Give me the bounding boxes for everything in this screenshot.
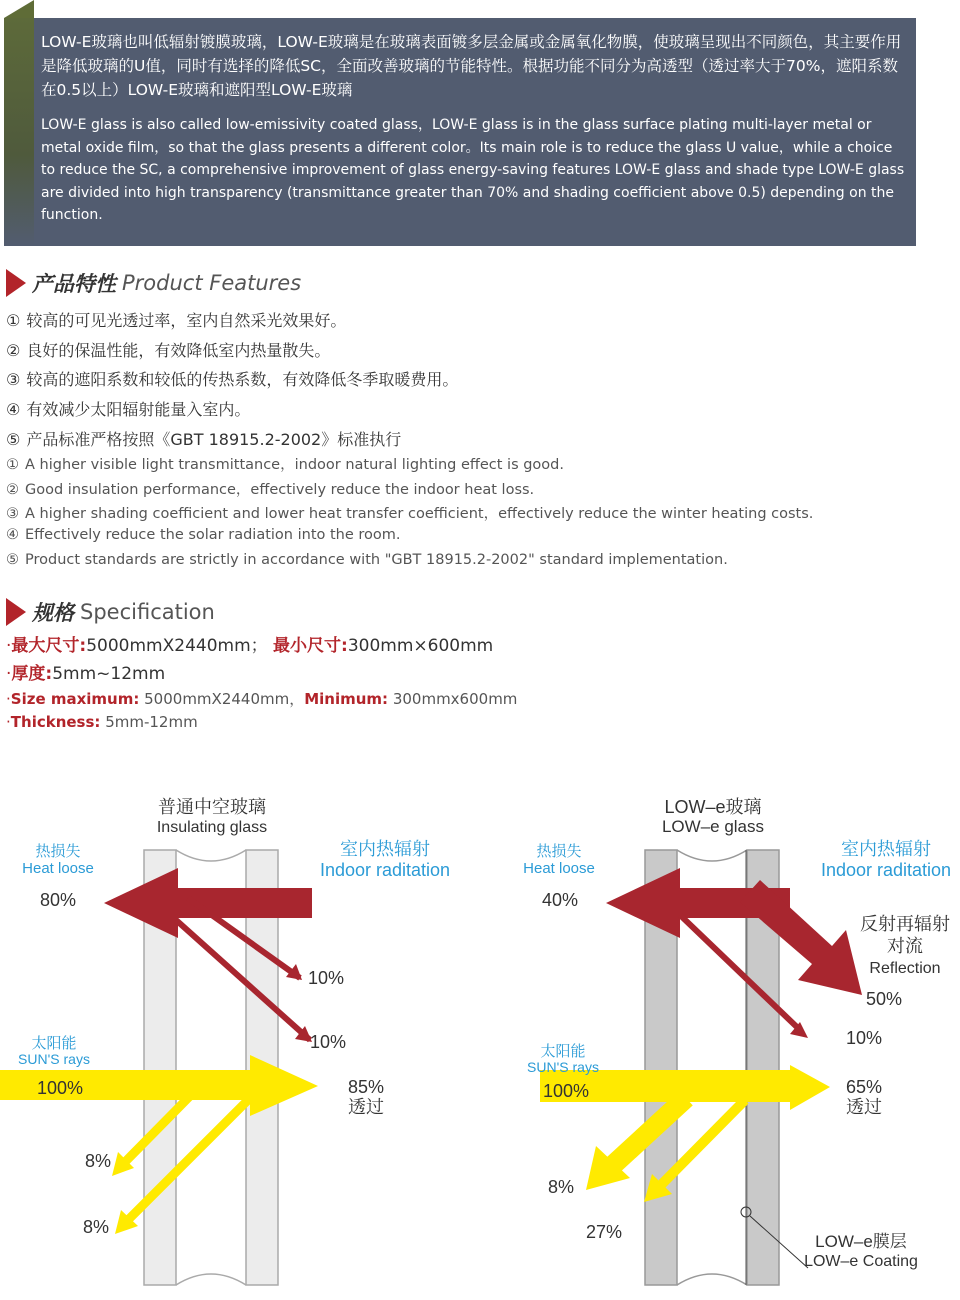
- insulating-glass-diagram: [0, 797, 450, 1285]
- glass-comparison-diagram: [0, 780, 960, 1300]
- right-sun-zh: 太阳能: [540, 1043, 586, 1060]
- feature-en-2: ② Good insulation performance，effectively reduce the indoor heat loss.: [6, 482, 535, 498]
- left-r1-pct: 10%: [308, 968, 345, 988]
- right-indoor-zh: 室内热辐射: [841, 839, 931, 859]
- right-r-pct: 10%: [845, 1028, 883, 1048]
- right-heat-en: Heat loose: [523, 860, 595, 877]
- left-title-en: Insulating glass: [156, 819, 268, 836]
- right-title-zh: LOW–e玻璃: [664, 797, 762, 817]
- feature-zh-5: ⑤ 产品标准严格按照《GBT 18915.2-2002》标准执行: [6, 430, 402, 449]
- features-title-zh: 产品特性: [32, 272, 116, 296]
- spec-heading: [6, 597, 215, 627]
- feature-zh-1: ① 较高的可见光透过率，室内自然采光效果好。: [6, 311, 347, 330]
- left-heat-zh: 热损失: [35, 843, 81, 860]
- right-title-en: LOW–e glass: [661, 817, 765, 836]
- right-sun-en: SUN'S rays: [527, 1059, 599, 1075]
- feature-en-3: ③ A higher shading coefficient and lower heat transfer coefficient，effectively reduce the winter heating costs.: [6, 506, 814, 522]
- intro-accent: [4, 18, 34, 246]
- feature-en-5: ⑤ Product standards are strictly in accordance with "GBT 18915.2-2002" standard implementation.: [6, 552, 728, 568]
- spec-thickness-en: ·Thickness: 5mm-12mm: [6, 713, 198, 731]
- feature-zh-4: ④ 有效减少太阳辐射能量入室内。: [6, 400, 251, 419]
- left-sun-zh: 太阳能: [31, 1035, 77, 1052]
- glass-frame-top: [176, 850, 246, 861]
- left-r2-pct: 10%: [310, 1032, 347, 1052]
- spec-title-zh: 规格: [32, 601, 74, 625]
- glass-frame-bottom: [677, 1274, 747, 1285]
- right-coat-zh: LOW–e膜层: [815, 1232, 907, 1251]
- right-sun-pct: 100%: [542, 1081, 590, 1101]
- left-heat-pct: 80%: [39, 890, 77, 910]
- right-refl-zh1: 反射再辐射: [860, 914, 950, 934]
- right-refl-en: Reflection: [869, 960, 941, 977]
- right-indoor-en: Indoor raditation: [820, 860, 952, 880]
- feature-zh-3: ③ 较高的遮阳系数和较低的传热系数，有效降低冬季取暖费用。: [6, 370, 459, 389]
- left-sun-pct: 100%: [36, 1078, 84, 1098]
- left-ref2-pct: 8%: [82, 1217, 110, 1237]
- intro-text-en: LOW-E glass is also called low-emissivity coated glass，LOW-E glass is in the glass surface plating multi-layer metal or metal oxide film，so that the glass presents a different color。Its main role is to reduce the glass U value，while a choice to reduce the SC, a comprehensive improvement of glass energy-saving features LOW-E glass and shade type LOW-E glass are divided into high transparency (transmittance greater than 70% and shading coefficient above 0.5) depending on the function.: [41, 117, 905, 224]
- spec-thickness-zh: ·厚度:5mm~12mm: [6, 664, 166, 684]
- section-arrow-icon: [6, 598, 26, 626]
- left-ref1-pct: 8%: [84, 1151, 112, 1171]
- right-ref1-pct: 8%: [547, 1177, 575, 1197]
- right-ref2-pct: 27%: [585, 1222, 623, 1242]
- left-indoor-en: Indoor raditation: [319, 860, 451, 880]
- right-heat-pct: 40%: [541, 890, 579, 910]
- left-heat-en: Heat loose: [22, 860, 94, 877]
- feature-en-1: ① A higher visible light transmittance，indoor natural lighting effect is good.: [6, 457, 564, 473]
- right-heat-zh: 热损失: [536, 843, 582, 860]
- left-sun-en: SUN'S rays: [18, 1051, 90, 1067]
- features-heading: [6, 268, 301, 298]
- glass-frame-bottom: [176, 1274, 246, 1285]
- left-through-zh: 透过: [348, 1097, 384, 1117]
- right-through-zh: 透过: [846, 1097, 882, 1117]
- spec-size-en: ·Size maximum: 5000mmX2440mm，Minimum: 300mmx600mm: [6, 690, 518, 708]
- right-through-pct: 65%: [845, 1077, 883, 1097]
- heat-loss-arrow: [104, 868, 312, 938]
- section-arrow-icon: [6, 269, 26, 297]
- lowe-glass-diagram: [523, 797, 951, 1285]
- glass-frame-top: [677, 850, 747, 861]
- right-coat-en: LOW–e Coating: [804, 1253, 918, 1270]
- features-title-en: Product Features: [122, 271, 302, 295]
- spec-title-en: Specification: [80, 600, 215, 624]
- right-refl-pct: 50%: [865, 989, 903, 1009]
- left-indoor-zh: 室内热辐射: [340, 839, 430, 859]
- left-through-pct: 85%: [347, 1077, 385, 1097]
- intro-text-zh: LOW-E玻璃也叫低辐射镀膜玻璃，LOW-E玻璃是在玻璃表面镀多层金属或金属氧化物膜，使玻璃呈现出不同颜色，其主要作用是降低玻璃的U值，同时有选择的降低SC，全面改善玻璃的节能特性。根据功能不同分为高透型（透过率大于70%，遮阳系数在0.5以上）LOW-E玻璃和遮阳型LOW-E玻璃: [41, 33, 902, 99]
- feature-en-4: ④ Effectively reduce the solar radiation into the room.: [6, 527, 401, 543]
- intro-panel: [4, 18, 916, 246]
- right-refl-zh2: 对流: [887, 936, 923, 956]
- feature-zh-2: ② 良好的保温性能，有效降低室内热量散失。: [6, 341, 331, 360]
- spec-size-zh: ·最大尺寸:5000mmX2440mm； 最小尺寸:300mm×600mm: [6, 636, 494, 656]
- left-title-zh: 普通中空玻璃: [158, 797, 266, 817]
